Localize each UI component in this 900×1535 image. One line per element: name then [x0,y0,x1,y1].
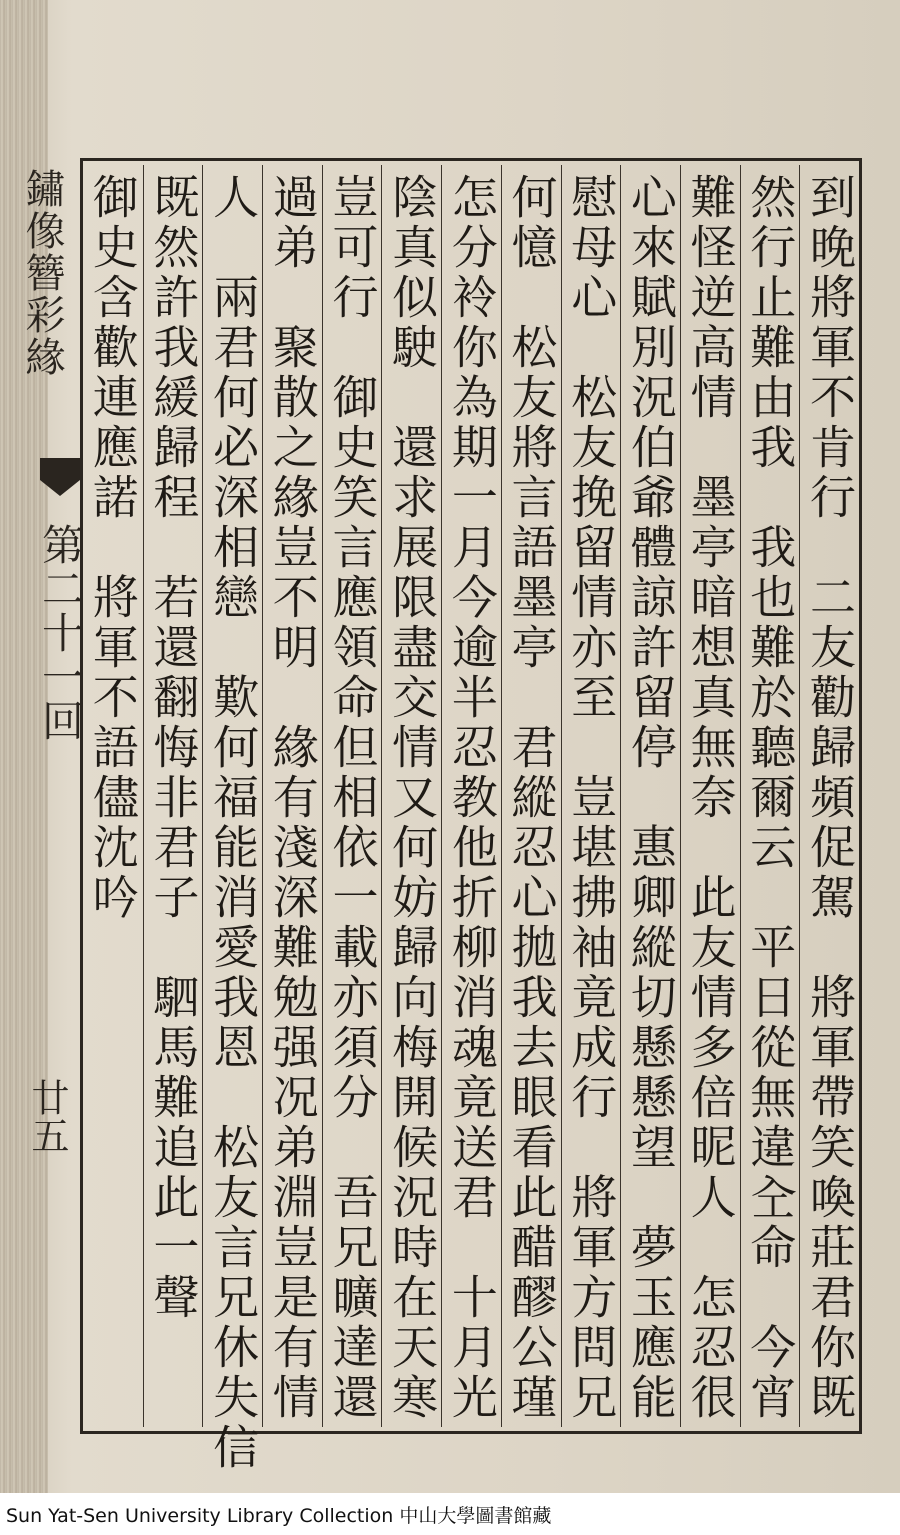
column-text: 然行止難由我 我也難於聽爾云 平日從無違㒰命 今宵 [743,173,798,1423]
page-number: 廿五 [25,1078,69,1154]
column-text: 御史含歡連應諾 將軍不語儘沈吟 [85,173,140,923]
text-column [143,165,204,1427]
text-column [620,165,681,1427]
column-text: 既然許我緩歸程 若還翻悔非君子 駟馬難追此一聲 [146,173,201,1323]
column-text: 到晚將軍不肯行 二友勸歸頻促駕 將軍帶笑喚莊君你既 [802,173,857,1423]
book-title: 鏽像簪彩緣 [19,168,65,378]
text-column [202,165,263,1473]
text-column [501,165,562,1427]
text-column [381,165,442,1427]
column-text: 過弟 聚散之緣豈不明 緣有淺深難勉强况弟淵豈是有情 [265,173,320,1423]
column-text: 何憶 松友將言語墨亭 君縱忍心拋我去眼看此醋醪公瑾 [504,173,559,1423]
footer [0,1493,900,1535]
collection-credit: Sun Yat-Sen University Library Collection 中山大學圖書館藏 [6,1505,552,1527]
text-column [561,165,622,1427]
text-column [441,165,502,1427]
column-text: 豈可行 御史笑言應領命但相依一載亦須分 吾兄曠達還 [325,173,380,1423]
fishtail-mark-icon [40,458,80,518]
text-column [262,165,323,1427]
column-text: 心來賦別況伯爺體諒許留停 惠卿縱切懸懸望 夢玉應能 [623,173,678,1423]
text-column [799,165,860,1427]
chapter-label: 第二十一回 [36,523,85,743]
text-column [680,165,741,1427]
column-text: 怎分袊你為期一月今逾半忍教他折柳消魂竟送君 十月光 [444,173,499,1423]
column-text: 難怪逆高情 墨亭暗想真無奈 此友情多倍昵人 怎忍很 [683,173,738,1423]
column-text: 慰母心 松友挽留情亦至 豈堪拂袖竟成行 將軍方問兄 [564,173,619,1423]
text-column [83,165,143,1427]
text-column [740,165,801,1427]
text-column [322,165,383,1427]
center-fold [0,158,85,1434]
column-text: 陰真似駛 還求展限盡交情又何妨歸向梅開候況時在天寒 [385,173,440,1423]
column-text: 人 兩君何必深相戀 歎何福能消愛我恩 松友言兄休失信 [206,173,261,1473]
text-frame [80,158,862,1473]
